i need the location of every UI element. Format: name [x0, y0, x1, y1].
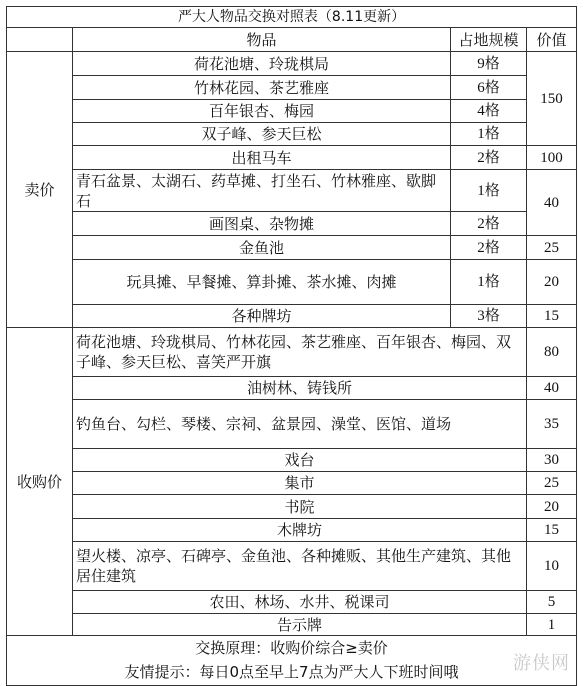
- sell-item: 金鱼池: [73, 236, 451, 260]
- buy-item: 望火楼、凉亭、石碑亭、金鱼池、各种摊贩、其他生产建筑、其他居住建筑: [73, 542, 527, 591]
- buy-value: 80: [527, 328, 577, 377]
- sell-value: 150: [527, 52, 577, 146]
- sell-size: 9格: [451, 52, 527, 76]
- header-blank: [7, 28, 73, 52]
- sell-value: 100: [527, 146, 577, 170]
- sell-value: 40: [527, 170, 577, 236]
- buy-item: 集市: [73, 472, 527, 495]
- sell-size: 2格: [451, 236, 527, 260]
- buy-item: 告示牌: [73, 614, 527, 636]
- sell-item: 出租马车: [73, 146, 451, 170]
- buy-value: 15: [527, 519, 577, 542]
- buy-value: 20: [527, 495, 577, 519]
- sell-size: 3格: [451, 305, 527, 328]
- header-size: 占地规模: [451, 28, 527, 52]
- exchange-table: [6, 6, 577, 686]
- sell-value: 15: [527, 305, 577, 328]
- sell-item: 双子峰、参天巨松: [73, 123, 451, 146]
- buy-item: 油树林、铸钱所: [73, 377, 527, 400]
- sell-size: 1格: [451, 123, 527, 146]
- buy-value: 1: [527, 614, 577, 636]
- sell-section-label: 卖价: [7, 52, 73, 328]
- header-item: 物品: [73, 28, 451, 52]
- watermark-logo: 游侠网: [513, 653, 570, 674]
- buy-item: 木牌坊: [73, 519, 527, 542]
- buy-item: 农田、林场、水井、税课司: [73, 591, 527, 614]
- buy-item: 书院: [73, 495, 527, 519]
- buy-item: 荷花池塘、玲珑棋局、竹林花园、茶艺雅座、百年银杏、梅园、双子峰、参天巨松、喜笑严开旗: [73, 328, 527, 377]
- sell-item: 青石盆景、太湖石、药草摊、打坐石、竹林雅座、歇脚石: [73, 170, 451, 212]
- sell-value: 20: [527, 260, 577, 305]
- sell-size: 4格: [451, 100, 527, 123]
- buy-value: 35: [527, 400, 577, 449]
- sell-item: 玩具摊、早餐摊、算卦摊、茶水摊、肉摊: [73, 260, 451, 305]
- buy-item: 钓鱼台、勾栏、琴楼、宗祠、盆景园、澡堂、医馆、道场: [73, 400, 527, 449]
- buy-value: 25: [527, 472, 577, 495]
- buy-value: 30: [527, 449, 577, 472]
- buy-value: 10: [527, 542, 577, 591]
- exchange-principle: 交换原理：收购价综合≥卖价: [7, 636, 577, 660]
- buy-value: 40: [527, 377, 577, 400]
- sell-size: 1格: [451, 260, 527, 305]
- sell-size: 6格: [451, 76, 527, 100]
- sell-item: 各种牌坊: [73, 305, 451, 328]
- buy-value: 5: [527, 591, 577, 614]
- sell-item: 百年银杏、梅园: [73, 100, 451, 123]
- sell-item: 画图桌、杂物摊: [73, 212, 451, 236]
- sell-size: 1格: [451, 170, 527, 212]
- table-title: 严大人物品交换对照表（8.11更新）: [7, 7, 577, 28]
- sell-size: 2格: [451, 146, 527, 170]
- buy-item: 戏台: [73, 449, 527, 472]
- header-value: 价值: [527, 28, 577, 52]
- sell-item: 竹林花园、茶艺雅座: [73, 76, 451, 100]
- sell-size: 2格: [451, 212, 527, 236]
- friendly-tip: 友情提示：每日0点至早上7点为严大人下班时间哦: [7, 660, 577, 686]
- buy-section-label: 收购价: [7, 328, 73, 636]
- sell-value: 25: [527, 236, 577, 260]
- sell-item: 荷花池塘、玲珑棋局: [73, 52, 451, 76]
